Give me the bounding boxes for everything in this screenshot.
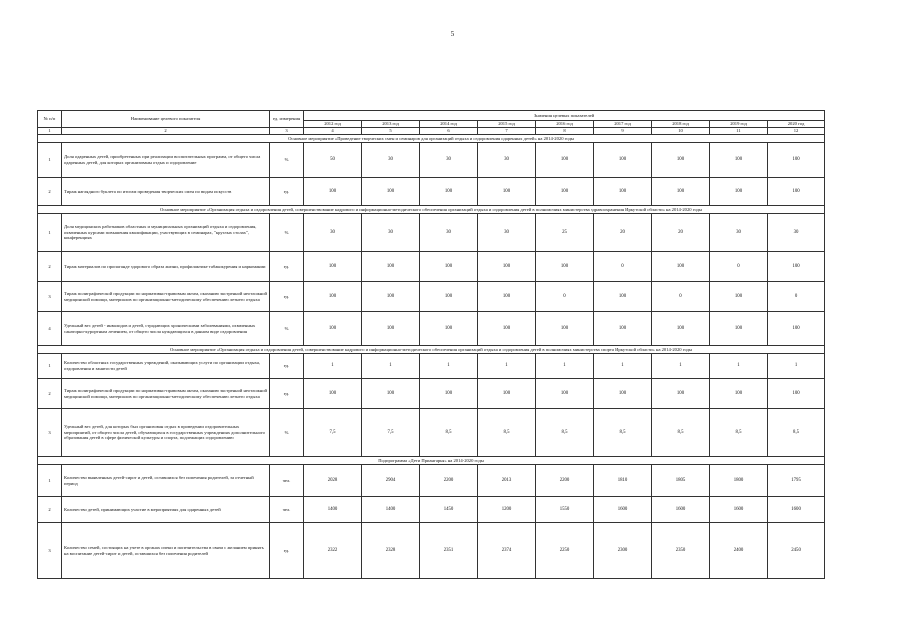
row-number: 3 [38,282,62,312]
header-column-number: 4 [304,128,362,135]
header-year: 2013 год [362,121,420,128]
indicator-value: 100 [478,178,536,206]
indicator-value: 2328 [362,523,420,579]
header-year: 2017 год [594,121,652,128]
header-column-number: 12 [768,128,825,135]
unit-of-measure: % [270,409,304,457]
indicator-value: 1800 [710,465,768,497]
row-number: 4 [38,312,62,346]
unit-of-measure: ед. [270,178,304,206]
indicator-value: 20 [594,214,652,252]
header-column-number: 5 [362,128,420,135]
indicator-value: 8,5 [652,409,710,457]
indicator-value: 100 [362,252,420,282]
indicator-value: 8,5 [710,409,768,457]
indicator-value: 100 [536,379,594,409]
unit-of-measure: % [270,312,304,346]
indicator-value: 100 [420,252,478,282]
indicator-value: 30 [362,214,420,252]
indicator-value: 2300 [594,523,652,579]
indicator-value: 1 [304,354,362,379]
indicator-value: 1 [420,354,478,379]
indicator-value: 1 [594,354,652,379]
indicator-value: 100 [710,282,768,312]
table-row [38,465,825,497]
indicator-value: 100 [536,143,594,178]
indicator-value: 0 [710,252,768,282]
indicator-value: 30 [362,143,420,178]
indicator-value: 100 [652,312,710,346]
indicator-name: Количество областных государственных учреждений, оказывающих услуги по организации отдыха, оздоровления и занятости детей [62,354,270,379]
section-title: Подпрограмма «Дети Приангарья» на 2014-2020 годы [38,457,825,465]
indicator-name: Количество семей, состоящих на учете в органах опеки и попечительства в связи с желанием принять на воспитание детей-сирот и детей, оставшихся без попечения родителей [62,523,270,579]
indicator-value: 1 [536,354,594,379]
header-name: Наименование целевого показателя [62,111,270,128]
indicator-value: 100 [594,282,652,312]
indicator-value: 2450 [768,523,825,579]
unit-of-measure: чел. [270,497,304,523]
indicator-value: 2322 [304,523,362,579]
indicator-value: 100 [652,252,710,282]
indicator-value: 2904 [362,465,420,497]
target-indicators-table [37,110,825,579]
table-row [38,252,825,282]
indicator-value: 100 [710,312,768,346]
row-number: 2 [38,497,62,523]
indicator-value: 1600 [594,497,652,523]
header-column-number: 9 [594,128,652,135]
header-column-number: 10 [652,128,710,135]
indicator-value: 100 [536,252,594,282]
indicator-value: 100 [304,312,362,346]
section-title: Основное мероприятие «Проведение творческих смен и семинаров для организаций отдыха и оздоровления одаренных детей» на 2014-2020 годы [38,135,825,143]
indicator-value: 100 [536,178,594,206]
indicator-value: 100 [478,312,536,346]
indicator-value: 100 [768,312,825,346]
indicator-name: Количество выявленных детей-сирот и детей, оставшихся без попечения родителей, за отчетный период [62,465,270,497]
table-row [38,282,825,312]
indicator-value: 2200 [536,465,594,497]
unit-of-measure: ед. [270,379,304,409]
indicator-value: 100 [710,379,768,409]
indicator-value: 100 [768,143,825,178]
indicator-value: 1600 [710,497,768,523]
header-unit: ед. измерения [270,111,304,128]
indicator-value: 100 [768,379,825,409]
indicator-value: 100 [710,143,768,178]
table-row [38,312,825,346]
indicator-value: 30 [420,214,478,252]
row-number: 1 [38,465,62,497]
indicator-value: 7,5 [362,409,420,457]
indicator-value: 2351 [420,523,478,579]
indicator-value: 50 [304,143,362,178]
indicator-name: Удельный вес детей - инвалидов и детей, страдающих хроническими заболеваниями, охваченных санаторно-курортным лечением, от общего числа нуждающихся в данном виде оздоровления [62,312,270,346]
table-row [38,143,825,178]
table-row [38,178,825,206]
page-number: 5 [450,30,455,38]
indicator-value: 1 [768,354,825,379]
indicator-value: 100 [362,379,420,409]
indicator-value: 1400 [304,497,362,523]
indicator-value: 1200 [478,497,536,523]
unit-of-measure: % [270,214,304,252]
indicator-value: 100 [362,312,420,346]
header-year: 2015 год [478,121,536,128]
row-number: 1 [38,354,62,379]
header-year: 2018 год [652,121,710,128]
indicator-value: 30 [420,143,478,178]
header-column-number: 6 [420,128,478,135]
unit-of-measure: ед. [270,523,304,579]
indicator-value: 8,5 [768,409,825,457]
table-row [38,354,825,379]
indicator-value: 2028 [304,465,362,497]
indicator-value: 100 [652,178,710,206]
unit-of-measure: ед. [270,252,304,282]
indicator-value: 1 [362,354,420,379]
section-header-row [38,206,825,214]
table-row [38,214,825,252]
section-title: Основное мероприятие «Организация отдыха и оздоровления детей, совершенствование кадрового и информационно-методического обеспечения организаций отдыха и оздоровления детей в полномочиях министерства здравоохранения Иркутской области» на 2014-2020 годы [38,206,825,214]
indicator-name: Тираж полиграфической продукции по нормативно-правовым актам, оказанию экстренной неотложной медицинской помощи, материалов по организационно-методическому обеспечению летнего отдыха [62,282,270,312]
header-column-number: 8 [536,128,594,135]
table-row [38,409,825,457]
indicator-value: 8,5 [420,409,478,457]
indicator-value: 30 [768,214,825,252]
indicator-name: Тираж наглядного буклета по итогам проведения творческих смен по видам искусств [62,178,270,206]
indicator-value: 1600 [768,497,825,523]
indicator-value: 1 [652,354,710,379]
indicator-value: 100 [304,178,362,206]
indicator-value: 20 [652,214,710,252]
header-year: 2014 год [420,121,478,128]
header-year: 2019 год [710,121,768,128]
indicator-value: 100 [420,282,478,312]
indicator-value: 100 [304,379,362,409]
header-values: Значения целевых показателей [304,111,825,121]
header-column-number: 3 [270,128,304,135]
indicator-value: 30 [478,143,536,178]
indicator-value: 1450 [420,497,478,523]
indicator-value: 100 [594,143,652,178]
indicator-value: 8,5 [478,409,536,457]
row-number: 3 [38,523,62,579]
indicator-value: 100 [420,379,478,409]
indicator-value: 1550 [536,497,594,523]
indicator-name: Доля одаренных детей, приобретенных при реализации воспитательных программ, от общего числа одаренных детей, для которых организованы отдых и оздоровление [62,143,270,178]
indicator-value: 1805 [652,465,710,497]
indicator-value: 1400 [362,497,420,523]
indicator-value: 2374 [478,523,536,579]
indicator-value: 1795 [768,465,825,497]
indicator-value: 0 [536,282,594,312]
indicator-value: 100 [768,252,825,282]
indicator-value: 30 [478,214,536,252]
table-row [38,497,825,523]
indicator-value: 8,5 [536,409,594,457]
indicator-value: 100 [768,178,825,206]
indicator-value: 1 [710,354,768,379]
section-title: Основное мероприятие «Организация отдыха и оздоровления детей, совершенствование кадрового и информационно-методического обеспечения организаций отдыха и оздоровления детей в полномочиях министерства спорта Иркутской области» на 2014-2020 годы [38,346,825,354]
table-row [38,523,825,579]
unit-of-measure: ед. [270,282,304,312]
unit-of-measure: чел. [270,465,304,497]
indicator-value: 100 [362,282,420,312]
header-column-number: 11 [710,128,768,135]
indicator-value: 100 [536,312,594,346]
table-row [38,379,825,409]
row-number: 1 [38,143,62,178]
indicator-name: Удельный вес детей, для которых был организован отдых в проведении оздоровительных мероприятий, от общего числа детей, обучающихся в государственных учреждениях дополнительного образования детей в сфере физической культуры и спорта, подлежащих оздоровлению [62,409,270,457]
indicator-value: 100 [710,178,768,206]
indicator-value: 2200 [420,465,478,497]
header-column-number: 7 [478,128,536,135]
unit-of-measure: ед. [270,354,304,379]
indicator-value: 100 [362,178,420,206]
header-year: 2020 год [768,121,825,128]
section-header-row [38,346,825,354]
section-header-row [38,457,825,465]
indicator-value: 8,5 [594,409,652,457]
indicator-value: 100 [420,178,478,206]
indicator-value: 100 [304,282,362,312]
indicator-value: 0 [594,252,652,282]
section-header-row [38,135,825,143]
indicator-value: 2013 [478,465,536,497]
header-column-number: 1 [38,128,62,135]
indicator-value: 100 [594,379,652,409]
row-number: 2 [38,252,62,282]
unit-of-measure: % [270,143,304,178]
row-number: 2 [38,379,62,409]
indicator-value: 25 [536,214,594,252]
indicator-value: 0 [768,282,825,312]
indicator-value: 2350 [652,523,710,579]
row-number: 3 [38,409,62,457]
indicator-value: 100 [652,379,710,409]
row-number: 1 [38,214,62,252]
indicator-value: 0 [652,282,710,312]
indicator-name: Тираж полиграфической продукции по нормативно-правовым актам, оказанию экстренной неотложной медицинской помощи, материалов по организационно-методическому обеспечению летнего отдыха [62,379,270,409]
indicator-value: 100 [594,312,652,346]
indicator-value: 100 [478,252,536,282]
indicator-value: 2250 [536,523,594,579]
indicator-value: 100 [304,252,362,282]
header-year: 2016 год [536,121,594,128]
indicator-value: 100 [478,379,536,409]
indicator-value: 30 [710,214,768,252]
header-year: 2012 год [304,121,362,128]
header-column-number: 2 [62,128,270,135]
header-no: № п/п [38,111,62,128]
indicator-value: 1600 [652,497,710,523]
row-number: 2 [38,178,62,206]
indicator-value: 2400 [710,523,768,579]
indicator-value: 100 [420,312,478,346]
indicator-value: 7,5 [304,409,362,457]
indicator-value: 100 [652,143,710,178]
indicator-name: Доля медицинских работников областных и муниципальных организаций отдыха и оздоровления, охваченных курсами повышения квалификации, участвующих в семинарах, "круглых столах", конференциях [62,214,270,252]
indicator-name: Количество детей, принимающих участие в мероприятиях для одаренных детей [62,497,270,523]
indicator-name: Тираж материалов по пропаганде здорового образа жизни, профилактике табакокурения и наркомании [62,252,270,282]
indicator-value: 30 [304,214,362,252]
indicator-value: 1810 [594,465,652,497]
indicator-value: 1 [478,354,536,379]
indicator-value: 100 [478,282,536,312]
indicator-value: 100 [594,178,652,206]
